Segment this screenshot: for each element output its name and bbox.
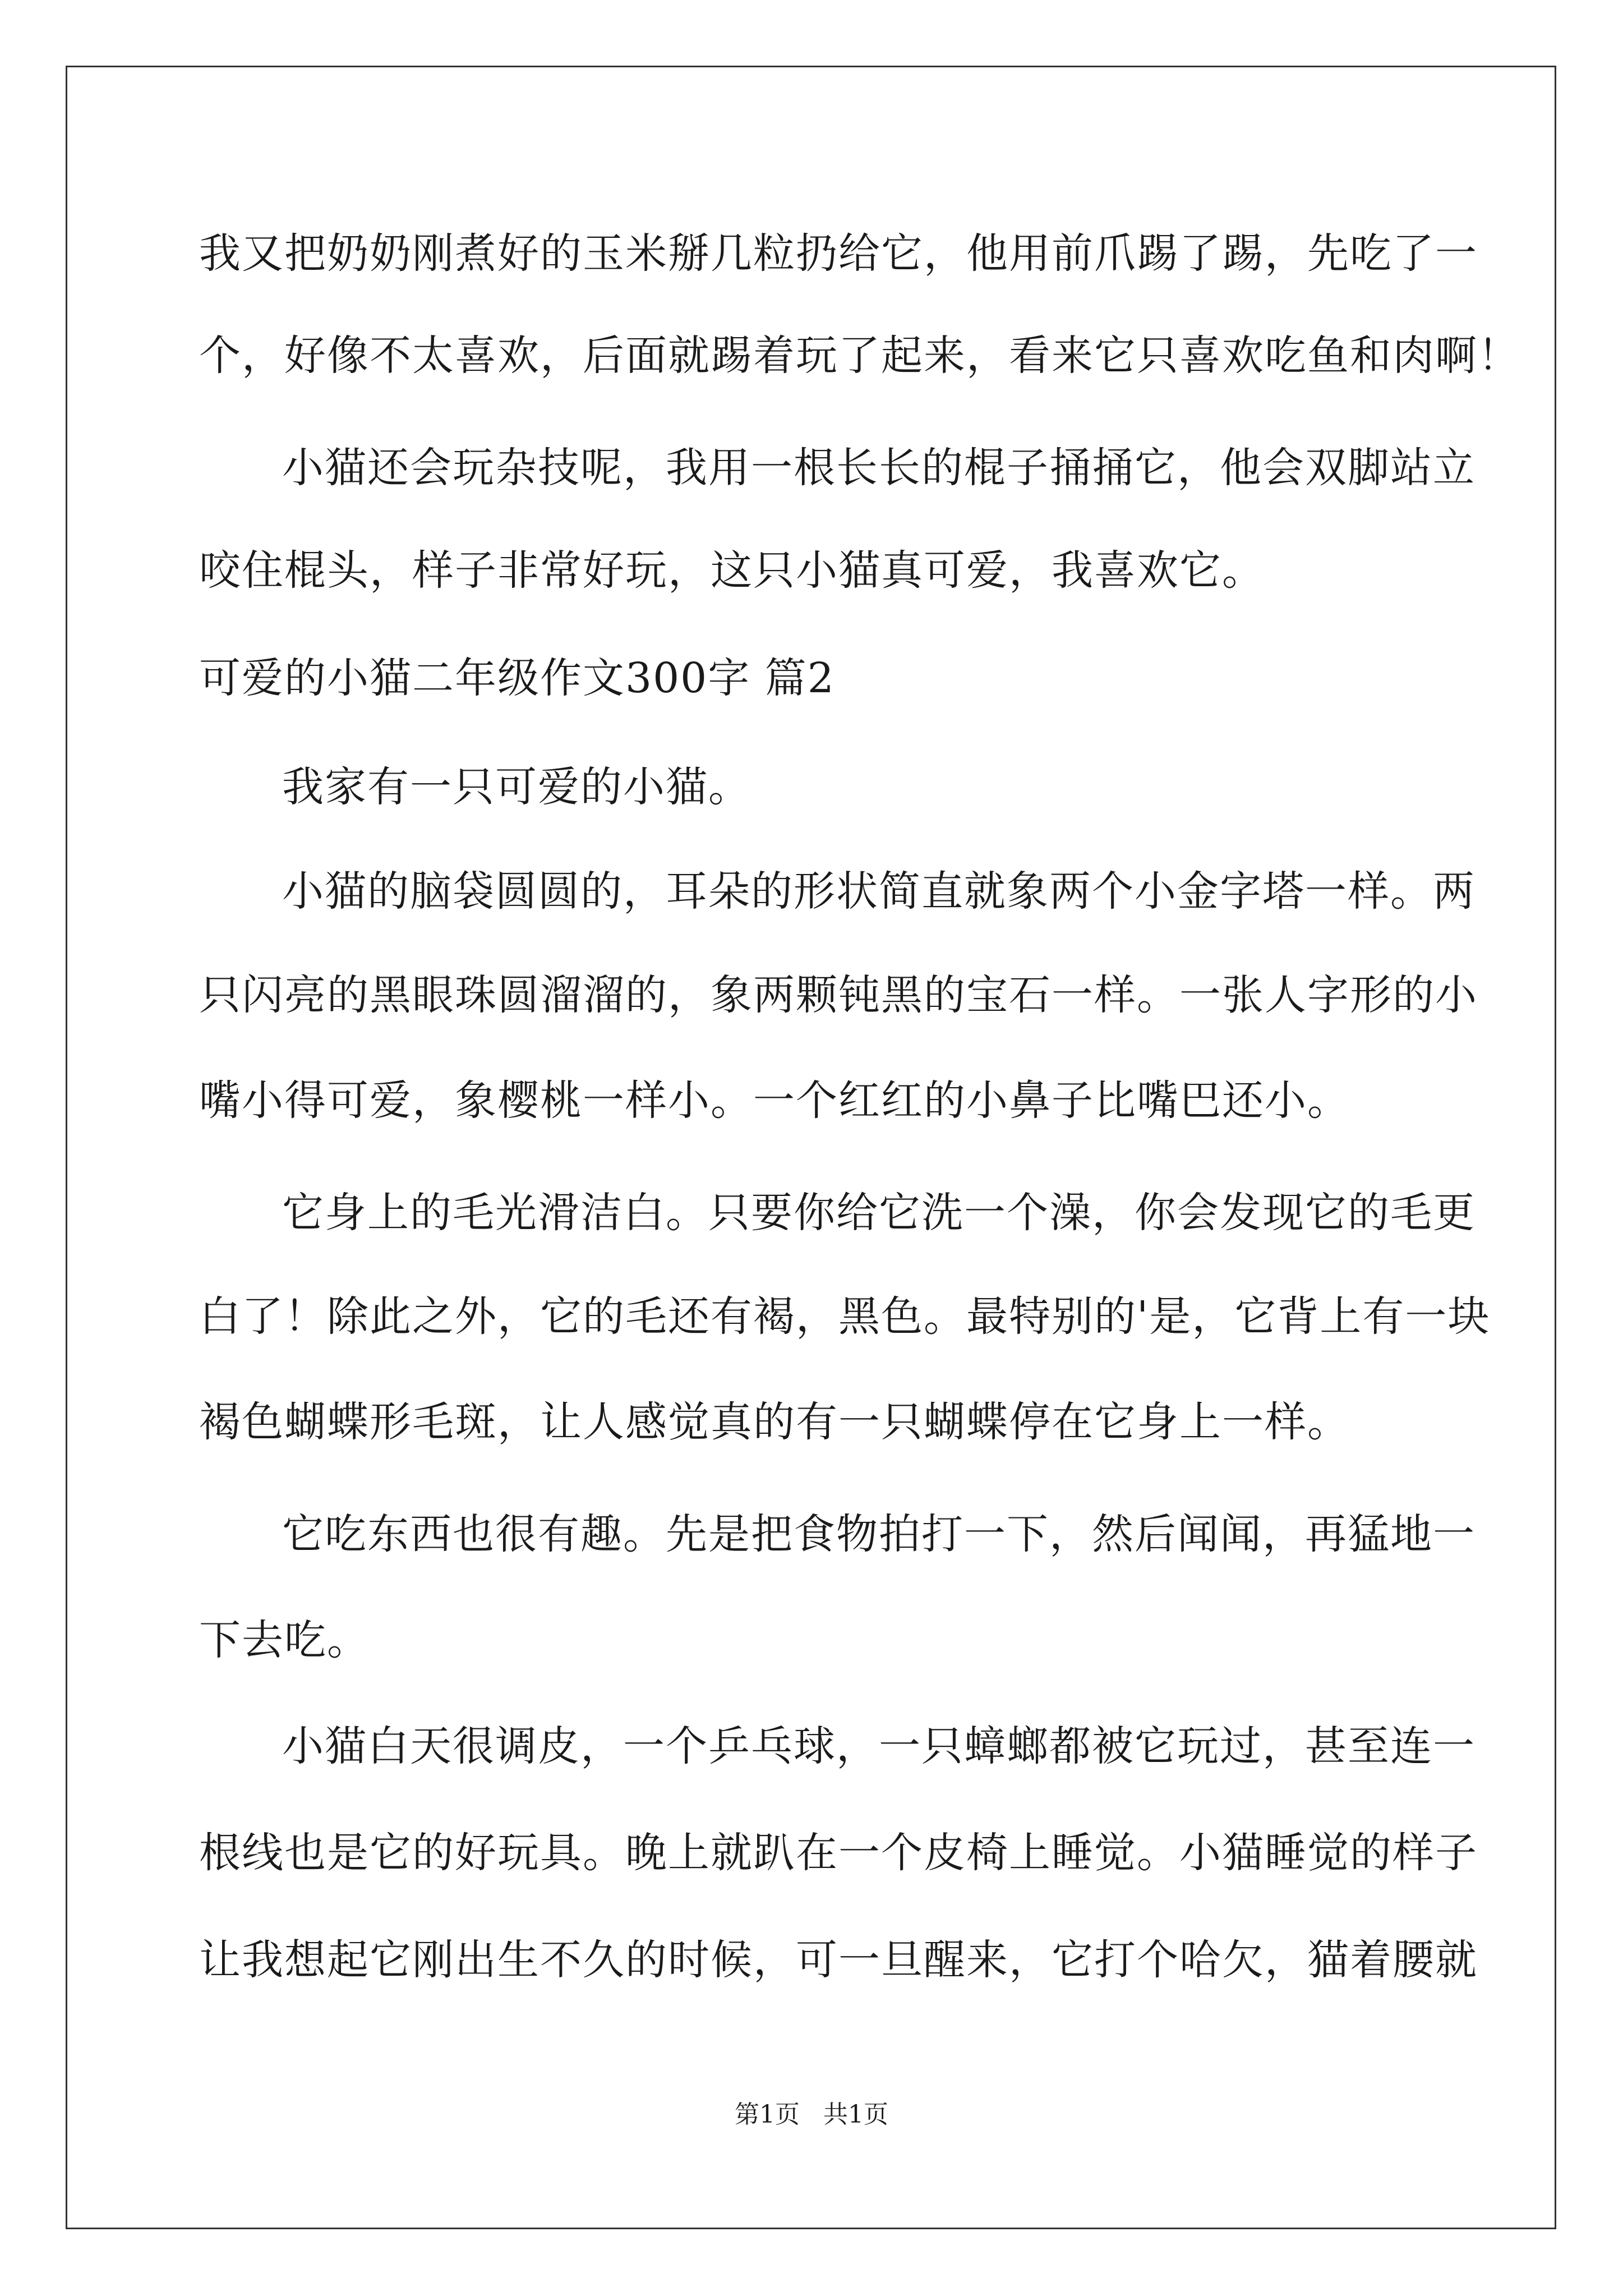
text-line: 我家有一只可爱的小猫。: [282, 763, 751, 811]
text-line: 只闪亮的黑眼珠圆溜溜的，象两颗钝黑的宝石一样。一张人字形的小: [199, 971, 1478, 1019]
text-line: 咬住棍头，样子非常好玩，这只小猫真可爱，我喜欢它。: [199, 546, 1265, 595]
text-line: 我又把奶奶刚煮好的玉米掰几粒扔给它，他用前爪踢了踢，先吃了一: [199, 229, 1478, 278]
page-frame: [66, 66, 1556, 2229]
page-footer: 第1页 共1页: [735, 2100, 888, 2129]
text-line: 让我想起它刚出生不久的时候，可一旦醒来，它打个哈欠，猫着腰就: [199, 1936, 1478, 1984]
text-line: 根线也是它的好玩具。晚上就趴在一个皮椅上睡觉。小猫睡觉的样子: [199, 1829, 1478, 1877]
text-line: 它身上的毛光滑洁白。只要你给它洗一个澡，你会发现它的毛更: [282, 1189, 1476, 1237]
text-line: 个，好像不太喜欢，后面就踢着玩了起来，看来它只喜欢吃鱼和肉啊！: [199, 332, 1520, 380]
text-line: 小猫还会玩杂技呢，我用一根长长的棍子捅捅它，他会双脚站立: [282, 444, 1476, 492]
text-line: 它吃东西也很有趣。先是把食物拍打一下，然后闻闻，再猛地一: [282, 1510, 1476, 1558]
text-line: 下去吃。: [199, 1616, 370, 1664]
text-line: 小猫白天很调皮，一个乒乓球，一只蟑螂都被它玩过，甚至连一: [282, 1722, 1476, 1770]
text-line: 白了！除此之外，它的毛还有褐，黑色。最特别的'是，它背上有一块: [199, 1292, 1491, 1341]
text-line: 小猫的脑袋圆圆的，耳朵的形状简直就象两个小金字塔一样。两: [282, 867, 1476, 915]
section-heading: 可爱的小猫二年级作文300字 篇2: [199, 654, 835, 702]
text-line: 褐色蝴蝶形毛斑，让人感觉真的有一只蝴蝶停在它身上一样。: [199, 1398, 1350, 1446]
text-line: 嘴小得可爱，象樱桃一样小。一个红红的小鼻子比嘴巴还小。: [199, 1076, 1350, 1125]
